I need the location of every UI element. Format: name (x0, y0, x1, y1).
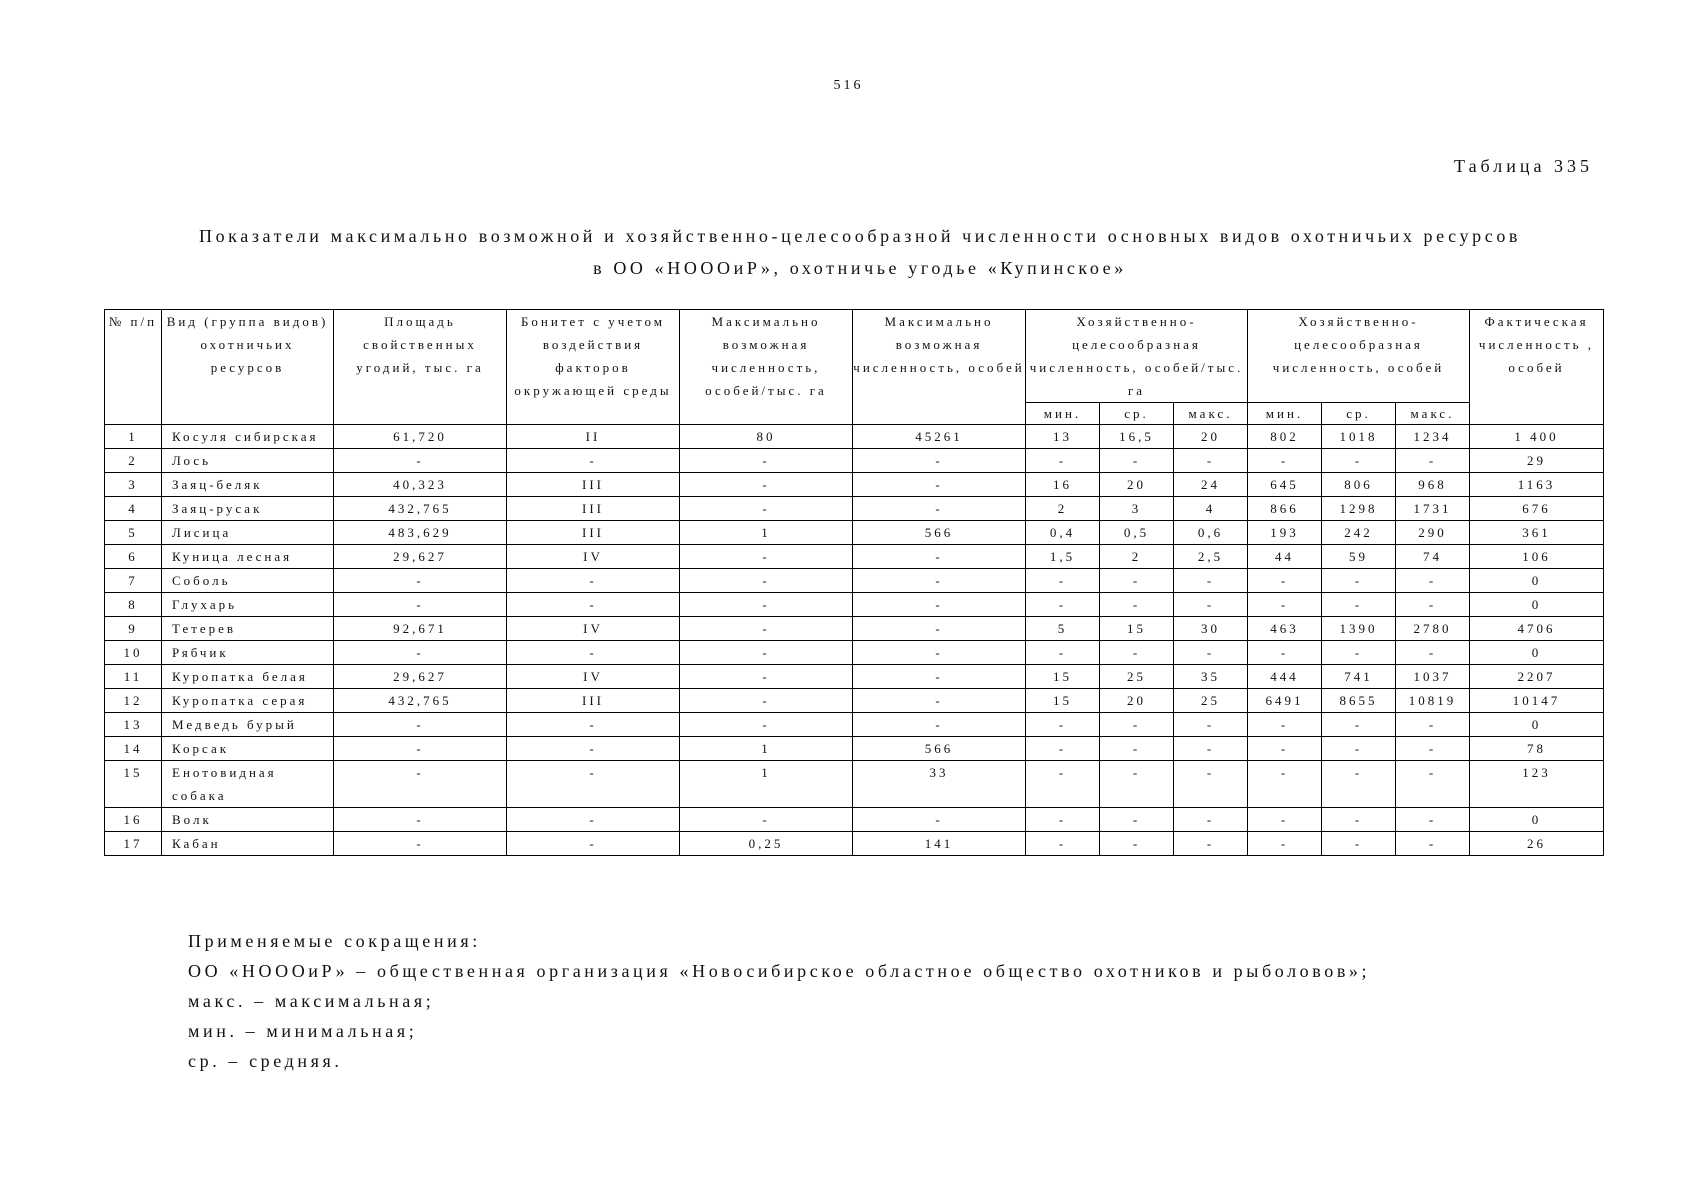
cell-actual: 1163 (1470, 473, 1604, 497)
cell-max-density: 80 (680, 425, 853, 449)
cell-max-density: 1 (680, 521, 853, 545)
cell-d-min: - (1026, 832, 1100, 856)
cell-c-min: - (1248, 569, 1322, 593)
header-density-max: макс. (1174, 403, 1248, 425)
cell-max-count: - (853, 497, 1026, 521)
cell-c-min: 193 (1248, 521, 1322, 545)
cell-species: Соболь (162, 569, 334, 593)
cell-c-max: - (1396, 449, 1470, 473)
cell-d-avg: 3 (1100, 497, 1174, 521)
cell-max-count: - (853, 617, 1026, 641)
cell-area: 29,627 (334, 665, 507, 689)
cell-d-max: - (1174, 737, 1248, 761)
cell-d-max: - (1174, 761, 1248, 808)
cell-d-max: 20 (1174, 425, 1248, 449)
cell-c-max: 1234 (1396, 425, 1470, 449)
cell-d-max: - (1174, 808, 1248, 832)
species-table (104, 309, 1604, 856)
table-body (105, 425, 1604, 856)
notes-item: ср. – средняя. (188, 1051, 343, 1071)
table-row (105, 713, 1604, 737)
table-title (60, 220, 1660, 284)
cell-max-count: - (853, 449, 1026, 473)
cell-bonitet: III (507, 689, 680, 713)
cell-d-avg: 16,5 (1100, 425, 1174, 449)
abbreviations-notes (188, 926, 1370, 1076)
cell-species: Куница лесная (162, 545, 334, 569)
cell-d-avg: 2 (1100, 545, 1174, 569)
table-row (105, 425, 1604, 449)
table-row (105, 521, 1604, 545)
cell-c-avg: 741 (1322, 665, 1396, 689)
header-bonitet: Бонитет с учетом воздействия факторов окружающей среды (507, 310, 680, 425)
cell-c-min: - (1248, 761, 1322, 808)
cell-area: - (334, 449, 507, 473)
cell-c-max: - (1396, 593, 1470, 617)
cell-d-min: 16 (1026, 473, 1100, 497)
header-max-count: Максимально возможная численность, особей (853, 310, 1026, 425)
cell-species: Тетерев (162, 617, 334, 641)
header-density-min: мин. (1026, 403, 1100, 425)
cell-bonitet: IV (507, 545, 680, 569)
cell-actual: 106 (1470, 545, 1604, 569)
cell-d-max: 35 (1174, 665, 1248, 689)
cell-c-avg: - (1322, 737, 1396, 761)
header-density-avg: ср. (1100, 403, 1174, 425)
cell-num: 14 (105, 737, 162, 761)
cell-c-max: 1731 (1396, 497, 1470, 521)
cell-c-avg: 1390 (1322, 617, 1396, 641)
cell-d-avg: - (1100, 761, 1174, 808)
cell-area: - (334, 737, 507, 761)
cell-d-avg: 20 (1100, 689, 1174, 713)
cell-bonitet: - (507, 713, 680, 737)
cell-d-min: - (1026, 641, 1100, 665)
cell-c-max: - (1396, 832, 1470, 856)
cell-area: - (334, 832, 507, 856)
cell-species: Кабан (162, 832, 334, 856)
notes-heading: Применяемые сокращения: (188, 931, 481, 951)
cell-d-avg: - (1100, 449, 1174, 473)
header-species: Вид (группа видов) охотничьих ресурсов (162, 310, 334, 425)
cell-bonitet: II (507, 425, 680, 449)
cell-num: 17 (105, 832, 162, 856)
cell-c-avg: - (1322, 713, 1396, 737)
header-num: № п/п (105, 310, 162, 425)
cell-max-count: - (853, 545, 1026, 569)
cell-max-density: 1 (680, 737, 853, 761)
table-row (105, 808, 1604, 832)
cell-bonitet: IV (507, 617, 680, 641)
cell-max-count: - (853, 689, 1026, 713)
cell-d-min: 13 (1026, 425, 1100, 449)
cell-max-count: 141 (853, 832, 1026, 856)
cell-max-density: - (680, 617, 853, 641)
cell-area: - (334, 641, 507, 665)
cell-num: 13 (105, 713, 162, 737)
cell-bonitet: IV (507, 665, 680, 689)
table-row (105, 832, 1604, 856)
cell-num: 15 (105, 761, 162, 808)
table-row (105, 449, 1604, 473)
cell-c-min: 463 (1248, 617, 1322, 641)
cell-c-avg: 59 (1322, 545, 1396, 569)
cell-c-max: 2780 (1396, 617, 1470, 641)
cell-area: 92,671 (334, 617, 507, 641)
cell-c-max: 10819 (1396, 689, 1470, 713)
cell-num: 10 (105, 641, 162, 665)
cell-c-min: - (1248, 832, 1322, 856)
cell-c-min: 802 (1248, 425, 1322, 449)
cell-d-max: 24 (1174, 473, 1248, 497)
cell-num: 7 (105, 569, 162, 593)
header-count-avg: ср. (1322, 403, 1396, 425)
cell-num: 1 (105, 425, 162, 449)
cell-d-min: 0,4 (1026, 521, 1100, 545)
cell-d-max: - (1174, 569, 1248, 593)
cell-species: Куропатка белая (162, 665, 334, 689)
cell-species: Куропатка серая (162, 689, 334, 713)
cell-d-avg: 25 (1100, 665, 1174, 689)
cell-max-count: 33 (853, 761, 1026, 808)
cell-c-max: 74 (1396, 545, 1470, 569)
cell-max-count: - (853, 665, 1026, 689)
cell-num: 2 (105, 449, 162, 473)
cell-species: Енотовидная собака (162, 761, 334, 808)
cell-max-count: - (853, 569, 1026, 593)
cell-bonitet: - (507, 593, 680, 617)
cell-area: 40,323 (334, 473, 507, 497)
header-area: Площадь свойственных угодий, тыс. га (334, 310, 507, 425)
cell-area: 61,720 (334, 425, 507, 449)
cell-actual: 29 (1470, 449, 1604, 473)
cell-actual: 0 (1470, 641, 1604, 665)
cell-c-avg: 1298 (1322, 497, 1396, 521)
cell-c-avg: - (1322, 761, 1396, 808)
cell-area: - (334, 593, 507, 617)
cell-species: Корсак (162, 737, 334, 761)
table-row (105, 545, 1604, 569)
cell-area: 432,765 (334, 497, 507, 521)
cell-max-density: - (680, 593, 853, 617)
header-actual: Фактическая численность , особей (1470, 310, 1604, 425)
cell-max-density: - (680, 497, 853, 521)
cell-c-min: - (1248, 593, 1322, 617)
cell-max-density: - (680, 665, 853, 689)
cell-max-density: - (680, 449, 853, 473)
cell-c-min: 6491 (1248, 689, 1322, 713)
cell-c-avg: - (1322, 569, 1396, 593)
cell-num: 9 (105, 617, 162, 641)
cell-c-min: 444 (1248, 665, 1322, 689)
cell-bonitet: III (507, 473, 680, 497)
cell-d-avg: - (1100, 593, 1174, 617)
cell-c-max: - (1396, 761, 1470, 808)
notes-item: ОО «НОООиР» – общественная организация «Новосибирское областное общество охотников и рыболовов»; (188, 961, 1371, 981)
header-count-min: мин. (1248, 403, 1322, 425)
cell-c-max: - (1396, 737, 1470, 761)
cell-max-count: - (853, 641, 1026, 665)
cell-c-avg: - (1322, 832, 1396, 856)
cell-actual: 4706 (1470, 617, 1604, 641)
cell-area: - (334, 713, 507, 737)
cell-bonitet: - (507, 832, 680, 856)
cell-d-max: 4 (1174, 497, 1248, 521)
cell-max-count: 566 (853, 521, 1026, 545)
cell-max-density: - (680, 473, 853, 497)
cell-c-min: - (1248, 449, 1322, 473)
table-label: Таблица 335 (1454, 156, 1593, 176)
cell-num: 16 (105, 808, 162, 832)
cell-d-min: - (1026, 737, 1100, 761)
cell-c-min: - (1248, 641, 1322, 665)
cell-max-density: - (680, 545, 853, 569)
cell-d-min: 5 (1026, 617, 1100, 641)
cell-c-max: - (1396, 641, 1470, 665)
cell-d-max: - (1174, 832, 1248, 856)
cell-max-count: 566 (853, 737, 1026, 761)
cell-d-avg: 0,5 (1100, 521, 1174, 545)
cell-d-avg: - (1100, 737, 1174, 761)
cell-d-min: - (1026, 593, 1100, 617)
cell-bonitet: - (507, 808, 680, 832)
cell-c-max: - (1396, 569, 1470, 593)
cell-actual: 2207 (1470, 665, 1604, 689)
table-row (105, 665, 1604, 689)
cell-c-min: - (1248, 713, 1322, 737)
cell-area: 29,627 (334, 545, 507, 569)
cell-c-avg: 1018 (1322, 425, 1396, 449)
cell-num: 8 (105, 593, 162, 617)
cell-num: 5 (105, 521, 162, 545)
cell-bonitet: - (507, 641, 680, 665)
cell-num: 12 (105, 689, 162, 713)
cell-bonitet: - (507, 569, 680, 593)
cell-area: - (334, 808, 507, 832)
cell-c-avg: - (1322, 593, 1396, 617)
header-eco-count: Хозяйственно-целесообразная численность, особей (1248, 310, 1470, 403)
cell-d-avg: - (1100, 808, 1174, 832)
cell-actual: 0 (1470, 713, 1604, 737)
cell-d-max: 30 (1174, 617, 1248, 641)
table-row (105, 569, 1604, 593)
notes-item: мин. – минимальная; (188, 1021, 418, 1041)
cell-d-max: 25 (1174, 689, 1248, 713)
cell-actual: 0 (1470, 808, 1604, 832)
cell-d-max: 0,6 (1174, 521, 1248, 545)
cell-c-max: 290 (1396, 521, 1470, 545)
cell-species: Волк (162, 808, 334, 832)
cell-num: 6 (105, 545, 162, 569)
cell-d-min: - (1026, 761, 1100, 808)
cell-bonitet: - (507, 449, 680, 473)
cell-species: Рябчик (162, 641, 334, 665)
cell-actual: 10147 (1470, 689, 1604, 713)
cell-c-avg: 242 (1322, 521, 1396, 545)
cell-actual: 676 (1470, 497, 1604, 521)
cell-d-avg: - (1100, 569, 1174, 593)
cell-c-min: - (1248, 737, 1322, 761)
cell-area: - (334, 761, 507, 808)
cell-max-count: - (853, 593, 1026, 617)
cell-d-avg: 15 (1100, 617, 1174, 641)
cell-d-max: - (1174, 641, 1248, 665)
header-max-density: Максимально возможная численность, особей/тыс. га (680, 310, 853, 425)
cell-actual: 1 400 (1470, 425, 1604, 449)
cell-species: Медведь бурый (162, 713, 334, 737)
cell-d-min: 15 (1026, 689, 1100, 713)
cell-actual: 78 (1470, 737, 1604, 761)
cell-c-min: 866 (1248, 497, 1322, 521)
cell-area: - (334, 569, 507, 593)
table-row (105, 761, 1604, 808)
cell-num: 3 (105, 473, 162, 497)
notes-item: макс. – максимальная; (188, 991, 435, 1011)
cell-c-min: 645 (1248, 473, 1322, 497)
table-row (105, 641, 1604, 665)
cell-c-avg: 8655 (1322, 689, 1396, 713)
cell-c-avg: - (1322, 808, 1396, 832)
table-row (105, 737, 1604, 761)
cell-max-density: - (680, 713, 853, 737)
cell-d-max: - (1174, 449, 1248, 473)
cell-c-min: - (1248, 808, 1322, 832)
cell-bonitet: - (507, 737, 680, 761)
cell-c-max: - (1396, 713, 1470, 737)
cell-c-max: - (1396, 808, 1470, 832)
cell-species: Косуля сибирская (162, 425, 334, 449)
cell-max-count: - (853, 473, 1026, 497)
cell-d-max: - (1174, 713, 1248, 737)
cell-d-min: - (1026, 713, 1100, 737)
cell-actual: 123 (1470, 761, 1604, 808)
cell-d-min: 1,5 (1026, 545, 1100, 569)
cell-d-avg: - (1100, 832, 1174, 856)
cell-max-count: - (853, 713, 1026, 737)
table-row (105, 473, 1604, 497)
header-count-max: макс. (1396, 403, 1470, 425)
cell-species: Заяц-русак (162, 497, 334, 521)
cell-d-min: 15 (1026, 665, 1100, 689)
cell-c-avg: 806 (1322, 473, 1396, 497)
cell-d-min: - (1026, 449, 1100, 473)
cell-c-avg: - (1322, 449, 1396, 473)
table-title-line1: Показатели максимально возможной и хозяйственно-целесообразной численности основных видов охотничьих ресурсов (198, 226, 1522, 246)
cell-max-count: 45261 (853, 425, 1026, 449)
table-title-line2: в ОО «НОООиР», охотничье угодье «Купинское» (593, 258, 1127, 278)
cell-species: Лось (162, 449, 334, 473)
cell-num: 4 (105, 497, 162, 521)
cell-max-density: 1 (680, 761, 853, 808)
cell-d-min: 2 (1026, 497, 1100, 521)
cell-max-density: - (680, 641, 853, 665)
cell-max-count: - (853, 808, 1026, 832)
table-row (105, 617, 1604, 641)
cell-c-max: 968 (1396, 473, 1470, 497)
cell-area: 483,629 (334, 521, 507, 545)
cell-actual: 0 (1470, 569, 1604, 593)
cell-d-avg: 20 (1100, 473, 1174, 497)
cell-bonitet: III (507, 497, 680, 521)
cell-area: 432,765 (334, 689, 507, 713)
cell-max-density: - (680, 808, 853, 832)
cell-d-min: - (1026, 808, 1100, 832)
cell-actual: 0 (1470, 593, 1604, 617)
page-number: 516 (833, 78, 864, 93)
cell-species: Заяц-беляк (162, 473, 334, 497)
cell-d-max: - (1174, 593, 1248, 617)
table-row (105, 689, 1604, 713)
cell-c-avg: - (1322, 641, 1396, 665)
cell-bonitet: III (507, 521, 680, 545)
cell-c-min: 44 (1248, 545, 1322, 569)
cell-d-min: - (1026, 569, 1100, 593)
cell-c-max: 1037 (1396, 665, 1470, 689)
table-row (105, 593, 1604, 617)
cell-species: Лисица (162, 521, 334, 545)
cell-d-max: 2,5 (1174, 545, 1248, 569)
cell-max-density: - (680, 569, 853, 593)
cell-actual: 26 (1470, 832, 1604, 856)
cell-bonitet: - (507, 761, 680, 808)
table-row (105, 497, 1604, 521)
cell-species: Глухарь (162, 593, 334, 617)
cell-max-density: 0,25 (680, 832, 853, 856)
cell-actual: 361 (1470, 521, 1604, 545)
cell-max-density: - (680, 689, 853, 713)
cell-d-avg: - (1100, 641, 1174, 665)
cell-num: 11 (105, 665, 162, 689)
header-eco-density: Хозяйственно-целесообразная численность, особей/тыс. га (1026, 310, 1248, 403)
cell-d-avg: - (1100, 713, 1174, 737)
table-header (105, 310, 1604, 425)
